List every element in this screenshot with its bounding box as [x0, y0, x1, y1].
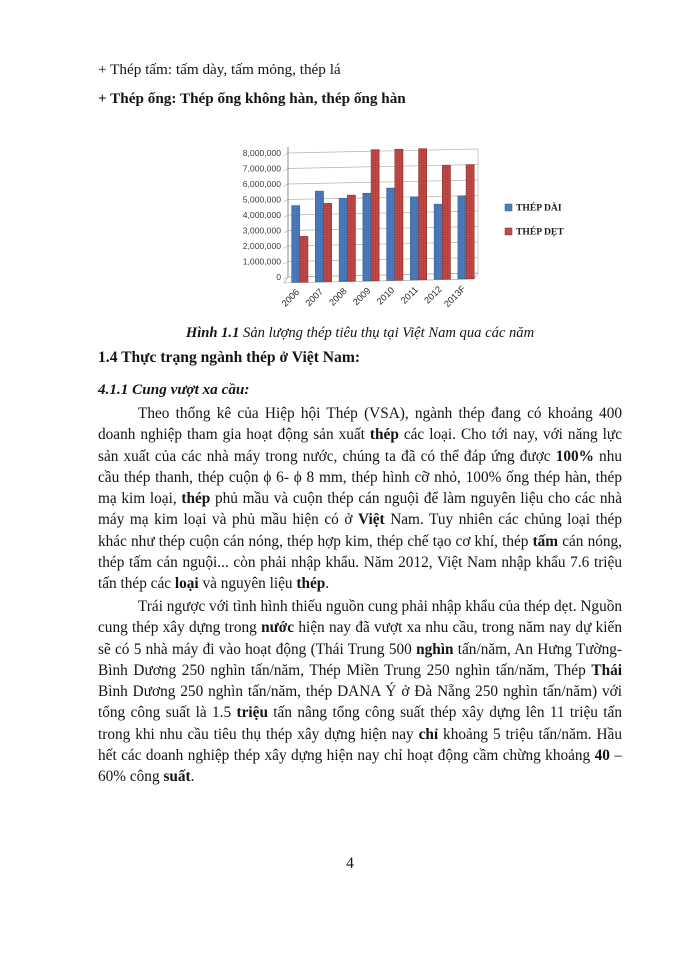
bar-2009-thep-det [371, 150, 379, 281]
gridline-side-edge [284, 184, 289, 187]
text-segment: Hình 1.1 [185, 325, 244, 341]
text-segment: nghìn [416, 640, 454, 658]
text-segment: . [325, 575, 330, 593]
x-axis-tick-label: 2009 [351, 285, 373, 308]
gridline-side-edge [284, 231, 289, 234]
text-segment: Sản lượng thép tiêu thụ tại Việt Nam qua các năm [243, 325, 535, 341]
bar-2012-thep-dai [434, 204, 442, 279]
gridline-side-edge [284, 262, 289, 265]
text-segment: cán nóng, thép tấm cán nguội... còn phải nhập khẩu. Năm 2012, Việt Nam nhập khẩu 7.6 triệu tấn thép các [98, 532, 622, 593]
bar-2013F-thep-det [466, 165, 474, 279]
bar-2013F-thep-dai [458, 196, 466, 279]
text-segment: phủ mầu và cuộn thép cán nguội để làm nguyên liệu cho các nhà máy mạ kim loại và phủ mầu hiện có ở [98, 490, 622, 529]
bar-2010-thep-det [395, 149, 403, 280]
legend-swatch [505, 204, 512, 211]
text-segment: hiện nay đã vượt xa nhu cầu, trong năm nay dự kiến sẽ có 5 nhà máy đi vào hoạt động (Thái Trung 500 [98, 619, 622, 658]
text-segment: 40 [594, 747, 610, 765]
x-axis-tick-label: 2013F [442, 283, 468, 310]
text-segment: loại [174, 575, 199, 593]
bar-2007-thep-dai [315, 191, 323, 282]
y-axis-tick-label: 2,000,000 [242, 241, 281, 251]
x-axis-tick-label: 2012 [422, 284, 444, 306]
text-segment: . [190, 768, 195, 786]
subsection-heading: 4.1.1 Cung vượt xa cầu: [98, 381, 250, 398]
y-axis-tick-label: 5,000,000 [242, 194, 281, 205]
text-segment: thép [369, 426, 399, 444]
text-segment: các loại. Cho tới nay, với năng lực sản xuất của các nhà máy trong nước, chúng ta đã có thể đáp ứng được [98, 426, 622, 465]
text-segment: Nam. Tuy nhiên các chủng loại thép khác như thép cuộn cán nóng, thép hợp kim, thép chế tạo cơ khí, thép [98, 511, 622, 550]
y-axis-tick-label: 3,000,000 [242, 225, 281, 236]
text-segment: thép [181, 490, 211, 508]
y-axis-tick-label: 1,000,000 [242, 256, 281, 267]
text-segment: tấn nâng tổng công suất thép xây dựng lên 11 triệu tấn trong khi nhu cầu tiêu thụ thép xây dựng hiện nay [98, 704, 622, 743]
text-segment: Theo thống kê của Hiệp hội Thép (VSA), ngành thép đang có khoảng 400 doanh nghiệp tham gia hoạt động sản xuất [98, 405, 622, 444]
paragraph-supply-exceeds-demand [98, 596, 622, 788]
gridline-side-edge [284, 200, 289, 203]
text-segment: – 60% công [98, 747, 622, 786]
y-axis-tick-label: 7,000,000 [242, 163, 281, 174]
y-axis-tick-label: 6,000,000 [242, 179, 281, 189]
text-segment: Trái ngược với tình hình thiếu nguồn cung phải nhập khẩu của thép dẹt. Nguồn cung thép xây dựng trong [98, 598, 623, 637]
legend-label: THÉP DÀI [516, 202, 562, 214]
y-axis-tick-label: 4,000,000 [242, 210, 281, 220]
text-segment: tấn/năm, An Hưng Tường-Bình Dương 250 nghìn tấn/năm, Thép Miền Trung 250 nghìn tấn/năm, Thép [98, 640, 622, 679]
text-segment: nước [261, 619, 295, 637]
text-segment: 100% [555, 447, 594, 465]
bar-2007-thep-det [324, 203, 332, 281]
bar-2009-thep-dai [363, 193, 371, 281]
text-segment: và nguyên liệu [198, 575, 297, 593]
bullet-thep-ong: + Thép ống: Thép ống không hàn, thép ống hàn [98, 90, 406, 107]
chart-svg [228, 140, 598, 322]
text-segment: Việt [358, 511, 385, 529]
bar-2006-thep-dai [292, 206, 300, 283]
text-segment: triệu [236, 704, 268, 722]
figure-caption [110, 325, 610, 342]
section-heading: 1.4 Thực trạng ngành thép ở Việt Nam: [98, 349, 361, 366]
y-axis-tick-label: 8,000,000 [242, 148, 281, 158]
bullet-thep-tam: + Thép tấm: tấm dày, tấm mỏng, thép lá [98, 61, 341, 78]
bar-2011-thep-dai [410, 197, 418, 280]
page-number: 4 [346, 855, 354, 872]
gridline-side-edge [284, 169, 289, 172]
gridline-side-edge [284, 215, 289, 218]
gridline [288, 149, 478, 153]
text-segment: nhu cầu thép thanh, thép cuộn ϕ 6- ϕ 8 mm, thép hình cỡ nhỏ, 100% ống thép hàn, thép mạ kim loại, [98, 447, 622, 508]
bar-2011-thep-det [419, 149, 427, 280]
bar-2008-thep-dai [339, 198, 347, 281]
x-axis-tick-label: 2011 [398, 284, 421, 306]
gridline-side-edge [284, 153, 289, 156]
steel-output-chart [228, 140, 598, 322]
bar-2012-thep-det [442, 165, 450, 279]
paragraph-supply-overview [98, 403, 622, 595]
bar-2008-thep-det [347, 195, 355, 281]
gridline-side-edge [284, 246, 289, 249]
text-segment: khoảng 5 triệu tấn/năm. Hầu hết các doanh nghiệp thép xây dựng hiện nay chỉ hoạt động cầm chừng khoảng [98, 725, 622, 765]
x-axis-tick-label: 2007 [303, 286, 326, 309]
legend-label: THÉP DẸT [516, 226, 564, 238]
bar-2006-thep-det [300, 236, 308, 282]
bar-2010-thep-dai [387, 188, 395, 280]
x-axis-tick-label: 2010 [374, 285, 397, 307]
text-segment: thép [296, 575, 326, 593]
text-segment: suất [163, 768, 191, 786]
x-axis-tick-label: 2008 [327, 286, 349, 308]
legend-swatch [505, 228, 512, 235]
x-axis-tick-label: 2006 [279, 287, 302, 309]
text-segment: Thái [591, 661, 622, 679]
text-segment: tấm [532, 532, 559, 550]
text-segment: chỉ [418, 725, 439, 743]
text-segment: Bình Dương 250 nghìn tấn/năm, thép DANA Ý ở Đà Nẵng 250 nghìn tấn/năm) với tổng công suất là 1.5 [98, 683, 622, 722]
y-axis-tick-label: 0 [276, 272, 281, 282]
